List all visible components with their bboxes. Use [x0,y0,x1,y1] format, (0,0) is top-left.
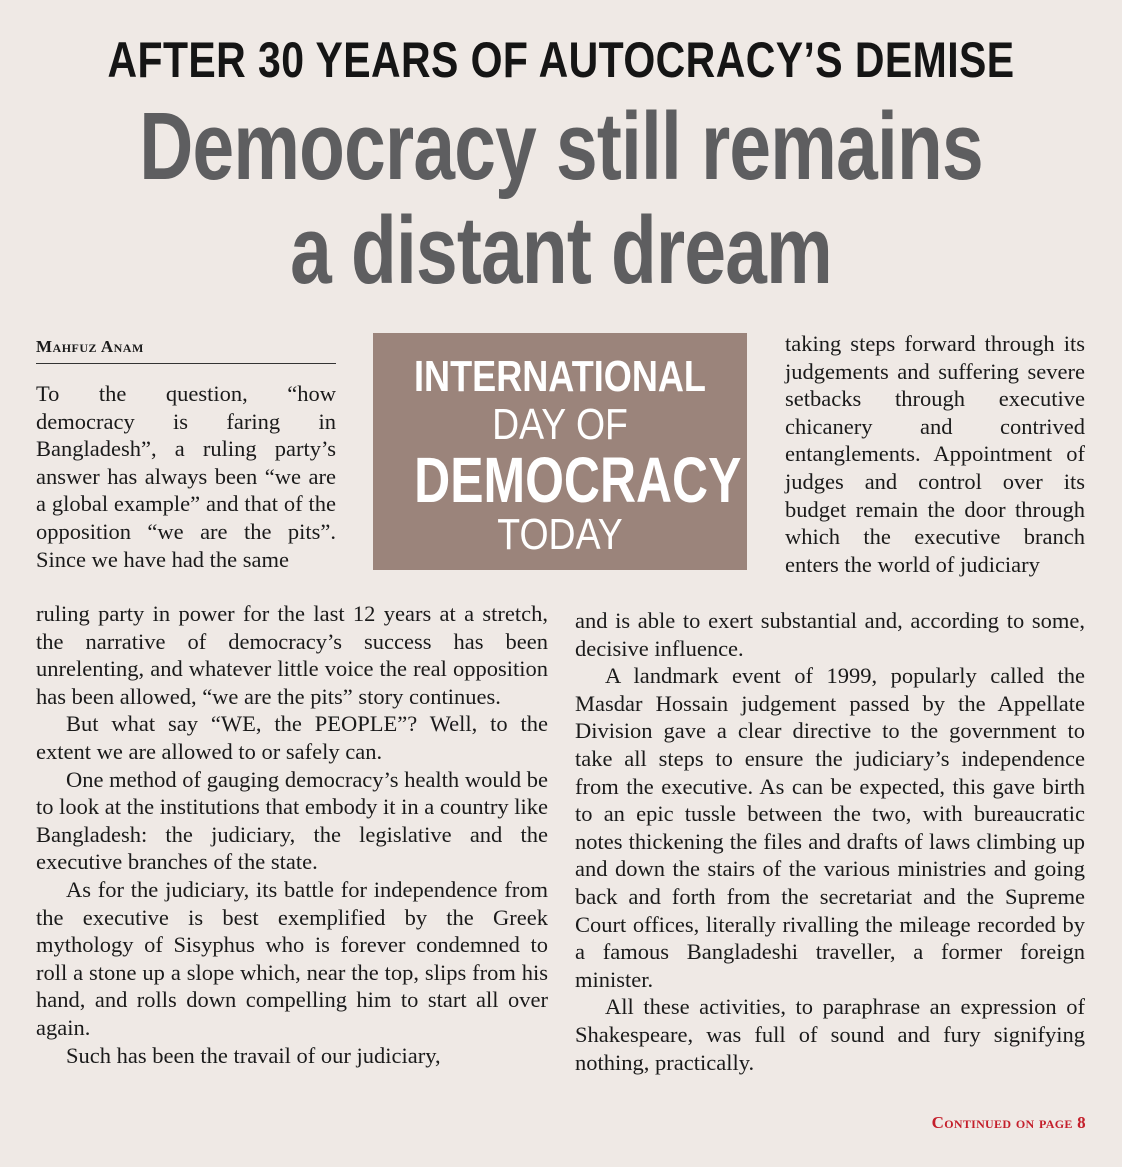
left-column-top [36,380,336,573]
paragraph-5-end: and is able to exert substantial and, according to some, decisive influence. [575,608,1085,661]
paragraph-2: But what say “WE, the PEOPLE”? Well, to the extent we are allowed to or safely can. [36,711,548,764]
paragraph-5-continued: taking steps forward through its judgements and suffering severe setbacks through executive chicanery and contrived entanglements. Appointment of judges and control over its budget remain the door through which the executive branch enters the world of judiciary [785,331,1085,577]
promo-line-2: DAY OF [492,400,628,449]
byline-divider [36,363,336,364]
headline-line-2: a distant dream [290,197,832,304]
main-headline [123,95,998,303]
paragraph-1-start: To the question, “how democracy is faring in Bangladesh”, a ruling party’s answer has always been “we are a global example” and that of the opposition “we are the pits”. Since we have had the same [36,381,336,572]
kicker-headline: AFTER 30 YEARS OF AUTOCRACY’S DEMISE [107,32,1015,88]
continued-on-link: Continued on page 8 [931,1113,1086,1132]
paragraph-1-continued: ruling party in power for the last 12 years at a stretch, the narrative of democracy’s success has been unrelenting, and whatever little voice the real opposition has been allowed, “we are the pits” story continues. [36,601,548,709]
promo-line-3: DEMOCRACY [414,444,742,516]
right-column-top [785,330,1085,578]
left-column-bottom [36,600,548,1069]
promo-box [373,333,747,570]
byline: Mahfuz Anam [36,337,144,356]
paragraph-5: Such has been the travail of our judiciary, [66,1042,441,1068]
headline-line-1: Democracy still remains [139,93,983,200]
paragraph-4: As for the judiciary, its battle for independence from the executive is best exemplified by the Greek mythology of Sisyphus who is forever condemned to roll a stone up a slope which, near the top, slips from his hand, and rolls down compelling him to start all over again. [36,876,548,1040]
paragraph-3: One method of gauging democracy’s health would be to look at the institutions that embody it in a country like Bangladesh: the judiciary, the legislative and the executive branches of the state. [36,766,548,875]
right-column-bottom [575,607,1085,1076]
promo-line-1: INTERNATIONAL [414,352,706,401]
paragraph-7: All these activities, to paraphrase an expression of Shakespeare, was full of sound and fury signifying nothing, practically. [575,994,1085,1075]
promo-line-4: TODAY [497,510,623,559]
paragraph-6: A landmark event of 1999, popularly called the Masdar Hossain judgement passed by the Appellate Division gave a clear directive to the government to take all steps to ensure the judiciary’s independence from the executive. As can be expected, this gave birth to an epic tussle between the two, with bureaucratic notes thickening the files and drafts of laws climbing up and down the stairs of the various ministries and going back and forth from the secretariat and the Supreme Court offices, literally rivalling the mileage recorded by a famous Bangladeshi traveller, a former foreign minister. [575,663,1085,992]
